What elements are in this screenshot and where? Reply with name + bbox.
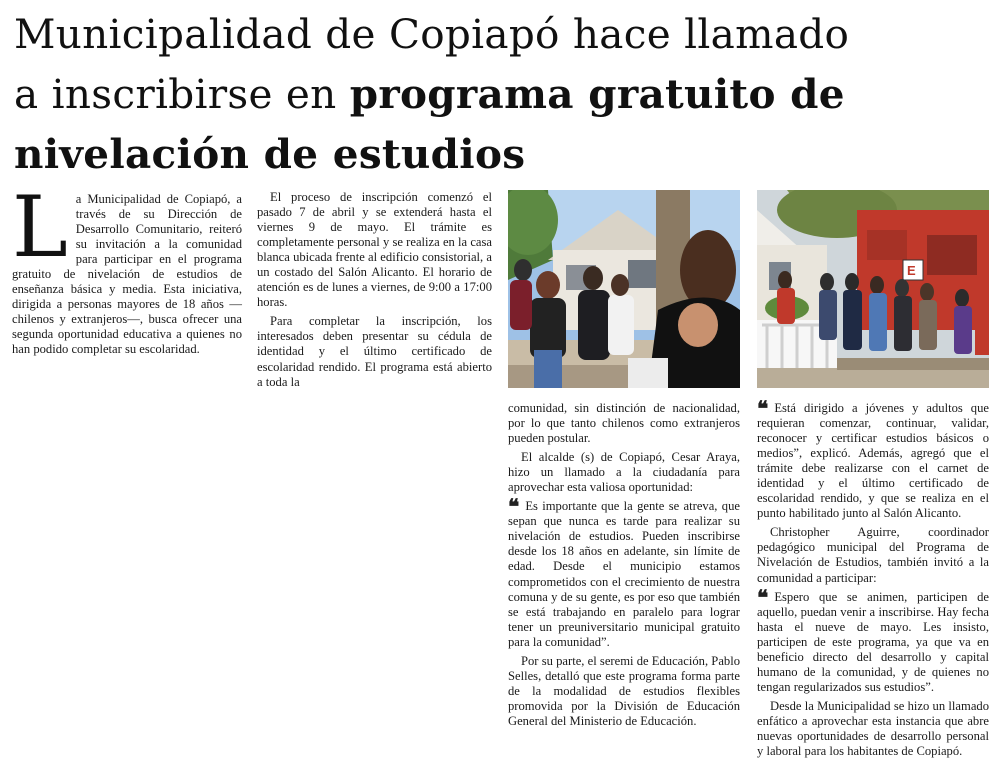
col2-paragraph-1: El proceso de inscripción comenzó el pasado 7 de abril y se extenderá hasta el viernes 9 de mayo. El trámite es completamente personal y se realiza en la casa blanca ubicada frente al edificio consistorial, a un costado del Salón Alicanto. El horario de atención es de lunes a viernes, de 9:00 a 17:00 horas. bbox=[257, 190, 492, 310]
col3-quote-1-text: Es importante que la gente se atreva, que sepan que nunca es tarde para realizar su nivelación de estudios. Pueden inscribirse desde los 18 años en adelante, sin límite de edad. Desde el municipio estamos comprometidos con el crecimiento de nuestra comuna y de su gente, es por eso que también se está trabajando en paralelo para lograr tener un preuniversitario municipal gratuito para la comunidad”. bbox=[508, 499, 740, 649]
headline bbox=[14, 4, 989, 184]
col1-paragraph-1 bbox=[12, 178, 242, 358]
article-column-1 bbox=[12, 178, 242, 358]
col3-quote-1 bbox=[508, 494, 740, 649]
photo-building-queue bbox=[757, 190, 989, 388]
headline-line2-regular: a inscribirse en bbox=[14, 70, 350, 118]
photo2-sign-letter: E bbox=[907, 263, 916, 278]
col3-paragraph-2: El alcalde (s) de Copiapó, Cesar Araya, hizo un llamado a la ciudadanía para aprovechar esta valiosa oportunidad: bbox=[508, 450, 740, 495]
col3-paragraph-3: Por su parte, el seremi de Educación, Pablo Selles, detalló que este programa forma parte de la modalidad de estudios flexibles promovida por la División de Educación General del Ministerio de Educación. bbox=[508, 653, 740, 728]
col4-paragraph-2: Desde la Municipalidad se hizo un llamado enfático a aprovechar esta instancia que abre nuevas oportunidades de desarrollo personal y laboral para los habitantes de Copiapó. bbox=[757, 698, 989, 759]
photo-building-queue-image bbox=[757, 190, 989, 388]
headline-line2-bold: programa gratuito de bbox=[349, 70, 845, 118]
drop-cap: L bbox=[12, 178, 68, 276]
article-column-3 bbox=[508, 401, 740, 729]
photo-queue-people bbox=[508, 190, 740, 388]
col4-quote-2-text: Está dirigido a jóvenes y adultos que requieran comenzar, continuar, validar, reconocer y certificar estudios básicos o medios”, explicó. Además, agregó que el trámite debe realizarse con el carnet de identidad y el último certificado de escolaridad rendido, y que se realiza en el punto habilitado junto al Salón Alicanto. bbox=[757, 401, 989, 521]
col4-quote-3-text: Espero que se animen, participen de aquello, puedan venir a inscribirse. Hay fecha hasta el nueve de mayo. Les insisto, participen de este programa, ya que va en beneficio directo del desarrollo y capital humano de la comunidad, y de quienes no tengan regularizados sus estudios”. bbox=[757, 589, 989, 694]
col1-p1-text: a Municipalidad de Copiapó, a través de su Dirección de Desarrollo Comunitario, reiteró su invitación a la comunidad para participar en el programa gratuito de nivelación de estudios de enseñanza básica y media. Esta iniciativa, dirigida a personas mayores de 18 años —chilenos y extranjeros—, busca ofrecer una segunda oportunidad educativa a quienes no han podido completar su escolaridad. bbox=[12, 192, 242, 357]
article-column-4 bbox=[757, 396, 989, 759]
col4-paragraph-1: Christopher Aguirre, coordinador pedagógico municipal del Programa de Nivelación de Estudios, también invitó a la comunidad a participar: bbox=[757, 525, 989, 585]
col4-quote-3 bbox=[757, 584, 989, 695]
headline-line1: Municipalidad de Copiapó hace llamado bbox=[14, 10, 850, 58]
col4-quote-2 bbox=[757, 396, 989, 521]
quote-mark-icon: ❝ bbox=[508, 494, 520, 520]
col3-paragraph-1: comunidad, sin distinción de nacionalidad, por lo que tanto chilenos como extranjeros pueden postular. bbox=[508, 401, 740, 446]
quote-mark-icon: ❝ bbox=[757, 584, 769, 610]
article-column-2 bbox=[257, 190, 492, 390]
photo-queue-people-image bbox=[508, 190, 740, 388]
headline-line3-bold: nivelación de estudios bbox=[14, 130, 526, 178]
quote-mark-icon: ❝ bbox=[757, 396, 769, 421]
col2-paragraph-2: Para completar la inscripción, los interesados deben presentar su cédula de identidad y el último certificado de escolaridad rendido. El programa está abierto a toda la bbox=[257, 314, 492, 389]
